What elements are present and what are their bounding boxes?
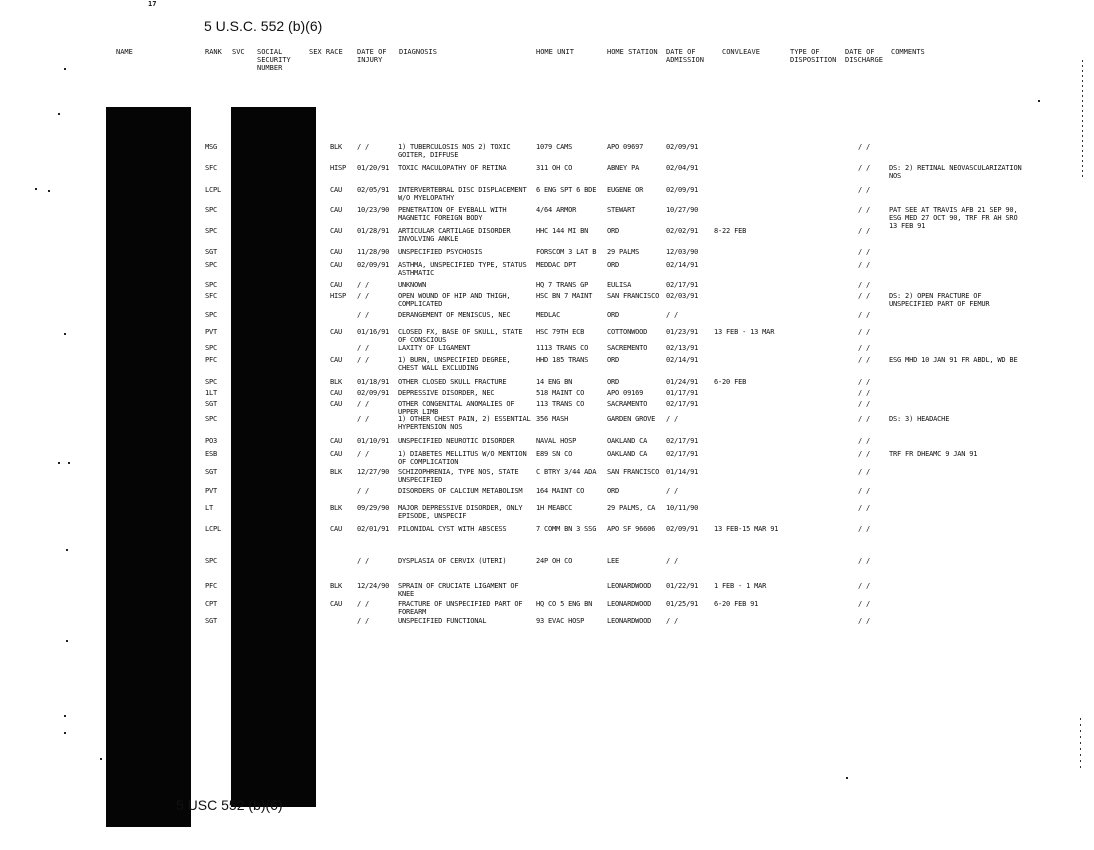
header-comments: COMMENTS — [891, 48, 925, 56]
cell-rank: SPC — [205, 206, 218, 214]
scan-speck — [66, 549, 68, 551]
cell-race: CAU — [330, 437, 343, 445]
cell-home-station: SACRAMENTO — [607, 400, 648, 408]
cell-rank: SGT — [205, 248, 218, 256]
cell-home-unit: 14 ENG BN — [536, 378, 573, 386]
cell-home-station: LEONARDWOOD — [607, 600, 652, 608]
cell-home-station: LEONARDWOOD — [607, 582, 652, 590]
cell-date-of-injury: / / — [357, 600, 370, 608]
cell-home-station: 29 PALMS — [607, 248, 640, 256]
cell-date-of-admission: 02/02/91 — [666, 227, 699, 235]
cell-convleave: 6-20 FEB 91 — [714, 600, 759, 608]
cell-date-of-admission: / / — [666, 311, 679, 319]
cell-date-of-injury: / / — [357, 344, 370, 352]
cell-rank: PFC — [205, 356, 218, 364]
cell-date-of-discharge: / / — [858, 617, 871, 625]
cell-home-unit: 113 TRANS CO — [536, 400, 585, 408]
cell-date-of-injury: / / — [357, 281, 370, 289]
cell-home-unit: 164 MAINT CO — [536, 487, 585, 495]
redacted-ssn-column — [231, 107, 316, 807]
cell-comments: ESG MHD 10 JAN 91 FR ABDL, WD BE — [889, 356, 1018, 364]
cell-date-of-injury: 10/23/90 — [357, 206, 390, 214]
cell-date-of-injury: / / — [357, 415, 370, 423]
cell-date-of-injury: / / — [357, 617, 370, 625]
cell-date-of-admission: 02/09/91 — [666, 143, 699, 151]
header-type-of-disposition: TYPE OF DISPOSITION — [790, 48, 837, 64]
header-rank: RANK — [205, 48, 222, 56]
cell-home-unit: 24P OH CO — [536, 557, 573, 565]
cell-date-of-admission: / / — [666, 487, 679, 495]
cell-date-of-admission: 02/13/91 — [666, 344, 699, 352]
cell-date-of-admission: 02/17/91 — [666, 437, 699, 445]
scan-speck — [64, 732, 66, 734]
scan-speck — [1038, 100, 1040, 102]
cell-rank: LT — [205, 504, 214, 512]
cell-home-unit: MEDDAC DPT — [536, 261, 577, 269]
cell-date-of-injury: / / — [357, 400, 370, 408]
cell-race: BLK — [330, 582, 343, 590]
scan-speck — [58, 113, 60, 115]
cell-race: CAU — [330, 450, 343, 458]
cell-diagnosis: ARTICULAR CARTILAGE DISORDER INVOLVING ANKLE — [398, 227, 511, 243]
cell-rank: SGT — [205, 400, 218, 408]
header-convleave: CONVLEAVE — [722, 48, 760, 56]
cell-date-of-discharge: / / — [858, 143, 871, 151]
cell-diagnosis: UNSPECIFIED FUNCTIONAL — [398, 617, 487, 625]
header-ssn: SOCIAL SECURITY NUMBER — [257, 48, 291, 72]
cell-date-of-injury: 09/29/90 — [357, 504, 390, 512]
cell-diagnosis: 1) TUBERCULOSIS NOS 2) TOXIC GOITER, DIFFUSE — [398, 143, 511, 159]
cell-date-of-admission: 01/14/91 — [666, 468, 699, 476]
cell-race: CAU — [330, 281, 343, 289]
cell-diagnosis: MAJOR DEPRESSIVE DISORDER, ONLY EPISODE, UNSPECIF — [398, 504, 523, 520]
cell-date-of-discharge: / / — [858, 450, 871, 458]
cell-convleave: 8-22 FEB — [714, 227, 747, 235]
cell-home-station: APO 09169 — [607, 389, 644, 397]
cell-comments: TRF FR DHEAMC 9 JAN 91 — [889, 450, 978, 458]
header-date-of-admission: DATE OF ADMISSION — [666, 48, 704, 64]
cell-diagnosis: TOXIC MACULOPATHY OF RETINA — [398, 164, 507, 172]
cell-date-of-injury: / / — [357, 356, 370, 364]
cell-home-station: SACREMENTO — [607, 344, 648, 352]
cell-race: CAU — [330, 525, 343, 533]
cell-date-of-discharge: / / — [858, 344, 871, 352]
cell-date-of-discharge: / / — [858, 437, 871, 445]
cell-home-station: ORD — [607, 261, 620, 269]
cell-home-station: EUGENE OR — [607, 186, 644, 194]
cell-home-unit: HQ 7 TRANS GP — [536, 281, 589, 289]
cell-date-of-discharge: / / — [858, 582, 871, 590]
cell-diagnosis: LAXITY OF LIGAMENT — [398, 344, 471, 352]
cell-home-station: SAN FRANCISCO — [607, 292, 660, 300]
cell-date-of-discharge: / / — [858, 487, 871, 495]
redaction-citation-footer: 5 USC 552 (b)(6) — [176, 797, 283, 813]
cell-home-station: SAN FRANCISCO — [607, 468, 660, 476]
cell-home-station: ORD — [607, 487, 620, 495]
cell-rank: ESB — [205, 450, 218, 458]
cell-rank: SPC — [205, 311, 218, 319]
cell-date-of-admission: 01/24/91 — [666, 378, 699, 386]
cell-diagnosis: SPRAIN OF CRUCIATE LIGAMENT OF KNEE — [398, 582, 519, 598]
cell-comments: DS: 2) RETINAL NEOVASCULARIZATION NOS — [889, 164, 1022, 180]
cell-date-of-discharge: / / — [858, 328, 871, 336]
cell-home-unit: E89 SN CO — [536, 450, 573, 458]
cell-rank: LCPL — [205, 186, 222, 194]
cell-diagnosis: DERANGEMENT OF MENISCUS, NEC — [398, 311, 511, 319]
cell-race: HISP — [330, 292, 347, 300]
cell-race: CAU — [330, 328, 343, 336]
cell-diagnosis: CLOSED FX, BASE OF SKULL, STATE OF CONSCIOUS — [398, 328, 523, 344]
cell-date-of-discharge: / / — [858, 311, 871, 319]
cell-home-station: OAKLAND CA — [607, 450, 648, 458]
margin-tick-marks — [1080, 718, 1081, 768]
cell-date-of-injury: / / — [357, 143, 370, 151]
cell-diagnosis: PILONIDAL CYST WITH ABSCESS — [398, 525, 507, 533]
cell-home-unit: 7 COMM BN 3 SSG — [536, 525, 597, 533]
cell-diagnosis: UNSPECIFIED PSYCHOSIS — [398, 248, 483, 256]
cell-date-of-admission: 10/11/90 — [666, 504, 699, 512]
cell-date-of-discharge: / / — [858, 206, 871, 214]
cell-date-of-injury: 02/05/91 — [357, 186, 390, 194]
cell-date-of-admission: 02/09/91 — [666, 525, 699, 533]
cell-date-of-discharge: / / — [858, 557, 871, 565]
cell-race: BLK — [330, 143, 343, 151]
cell-date-of-injury: 01/10/91 — [357, 437, 390, 445]
cell-home-station: LEE — [607, 557, 620, 565]
cell-date-of-admission: 12/03/90 — [666, 248, 699, 256]
cell-date-of-discharge: / / — [858, 227, 871, 235]
cell-home-unit: 1H MEABCC — [536, 504, 573, 512]
cell-home-station: 29 PALMS, CA — [607, 504, 656, 512]
cell-convleave: 1 FEB - 1 MAR — [714, 582, 767, 590]
header-home-station: HOME STATION — [607, 48, 658, 56]
cell-date-of-injury: 01/28/91 — [357, 227, 390, 235]
cell-convleave: 13 FEB-15 MAR 91 — [714, 525, 779, 533]
cell-diagnosis: FRACTURE OF UNSPECIFIED PART OF FOREARM — [398, 600, 523, 616]
cell-race: BLK — [330, 504, 343, 512]
cell-home-station: EULISA — [607, 281, 632, 289]
cell-race: CAU — [330, 261, 343, 269]
cell-race: CAU — [330, 227, 343, 235]
cell-race: HISP — [330, 164, 347, 172]
cell-date-of-injury: / / — [357, 311, 370, 319]
cell-date-of-injury: 02/01/91 — [357, 525, 390, 533]
cell-date-of-discharge: / / — [858, 186, 871, 194]
cell-date-of-admission: 02/17/91 — [666, 281, 699, 289]
cell-diagnosis: OTHER CONGENITAL ANOMALIES OF UPPER LIMB — [398, 400, 515, 416]
cell-date-of-admission: 02/14/91 — [666, 261, 699, 269]
cell-diagnosis: SCHIZOPHRENIA, TYPE NOS, STATE UNSPECIFIED — [398, 468, 519, 484]
cell-home-station: ORD — [607, 356, 620, 364]
cell-race: BLK — [330, 468, 343, 476]
cell-date-of-discharge: / / — [858, 389, 871, 397]
cell-date-of-injury: 11/28/90 — [357, 248, 390, 256]
header-date-of-discharge: DATE OF DISCHARGE — [845, 48, 883, 64]
cell-date-of-injury: / / — [357, 450, 370, 458]
cell-race: CAU — [330, 186, 343, 194]
cell-race: CAU — [330, 400, 343, 408]
cell-date-of-admission: 02/14/91 — [666, 356, 699, 364]
cell-comments: PAT SEE AT TRAVIS AFB 21 SEP 90, ESG MED 27 OCT 90, TRF FR AH SRO 13 FEB 91 — [889, 206, 1018, 230]
scan-speck — [64, 715, 66, 717]
scan-speck — [846, 777, 848, 779]
scan-speck — [35, 188, 37, 190]
cell-race: CAU — [330, 600, 343, 608]
header-sex-race: SEX RACE — [309, 48, 343, 56]
cell-rank: SPC — [205, 557, 218, 565]
cell-race: CAU — [330, 206, 343, 214]
cell-home-unit: MEDLAC — [536, 311, 561, 319]
cell-date-of-injury: / / — [357, 557, 370, 565]
cell-rank: SGT — [205, 468, 218, 476]
cell-date-of-discharge: / / — [858, 248, 871, 256]
cell-date-of-discharge: / / — [858, 164, 871, 172]
cell-date-of-admission: 02/17/91 — [666, 450, 699, 458]
cell-rank: 1LT — [205, 389, 218, 397]
cell-home-station: OAKLAND CA — [607, 437, 648, 445]
cell-date-of-admission: 01/25/91 — [666, 600, 699, 608]
cell-diagnosis: 1) DIABETES MELLITUS W/O MENTION OF COMPLICATION — [398, 450, 527, 466]
cell-date-of-injury: 02/09/91 — [357, 261, 390, 269]
cell-home-unit: HHC 144 MI BN — [536, 227, 589, 235]
scan-speck — [64, 333, 66, 335]
cell-diagnosis: ASTHMA, UNSPECIFIED TYPE, STATUS ASTHMATIC — [398, 261, 527, 277]
cell-date-of-discharge: / / — [858, 415, 871, 423]
cell-date-of-discharge: / / — [858, 261, 871, 269]
cell-home-station: APO 09697 — [607, 143, 644, 151]
cell-home-unit: 93 EVAC HOSP — [536, 617, 585, 625]
cell-date-of-admission: 01/23/91 — [666, 328, 699, 336]
cell-date-of-admission: 01/17/91 — [666, 389, 699, 397]
cell-date-of-discharge: / / — [858, 525, 871, 533]
cell-convleave: 13 FEB - 13 MAR — [714, 328, 775, 336]
cell-diagnosis: UNKNOWN — [398, 281, 427, 289]
cell-date-of-injury: 01/16/91 — [357, 328, 390, 336]
cell-date-of-admission: / / — [666, 557, 679, 565]
cell-comments: DS: 3) HEADACHE — [889, 415, 950, 423]
redaction-citation-header: 5 U.S.C. 552 (b)(6) — [204, 18, 323, 34]
cell-home-unit: 518 MAINT CO — [536, 389, 585, 397]
cell-race: CAU — [330, 356, 343, 364]
cell-date-of-admission: 02/04/91 — [666, 164, 699, 172]
cell-home-unit: 1079 CAMS — [536, 143, 573, 151]
cell-home-station: ORD — [607, 311, 620, 319]
cell-home-unit: HHD 185 TRANS — [536, 356, 589, 364]
cell-home-station: ORD — [607, 378, 620, 386]
redacted-name-column — [106, 107, 191, 827]
cell-rank: SPC — [205, 261, 218, 269]
cell-date-of-discharge: / / — [858, 281, 871, 289]
cell-home-unit: 6 ENG SPT 6 BDE — [536, 186, 597, 194]
cell-rank: PFC — [205, 582, 218, 590]
cell-home-unit: 1113 TRANS CO — [536, 344, 589, 352]
cell-rank: CPT — [205, 600, 218, 608]
scan-speck — [68, 462, 70, 464]
cell-home-unit: HSC 79TH ECB — [536, 328, 585, 336]
cell-date-of-injury: 01/20/91 — [357, 164, 390, 172]
cell-diagnosis: INTERVERTEBRAL DISC DISPLACEMENT W/O MYELOPATHY — [398, 186, 527, 202]
cell-date-of-injury: / / — [357, 292, 370, 300]
cell-date-of-discharge: / / — [858, 356, 871, 364]
cell-home-station: STEWART — [607, 206, 636, 214]
cell-diagnosis: DISORDERS OF CALCIUM METABOLISM — [398, 487, 523, 495]
cell-rank: SFC — [205, 292, 218, 300]
cell-rank: SPC — [205, 281, 218, 289]
header-home-unit: HOME UNIT — [536, 48, 574, 56]
scan-speck — [100, 758, 102, 760]
cell-date-of-admission: / / — [666, 617, 679, 625]
cell-rank: SFC — [205, 164, 218, 172]
cell-home-station: GARDEN GROVE — [607, 415, 656, 423]
cell-date-of-admission: / / — [666, 415, 679, 423]
page-number: 17 — [148, 0, 157, 8]
cell-date-of-admission: 10/27/90 — [666, 206, 699, 214]
cell-diagnosis: 1) BURN, UNSPECIFIED DEGREE, CHEST WALL EXCLUDING — [398, 356, 511, 372]
cell-date-of-admission: 02/09/91 — [666, 186, 699, 194]
cell-rank: LCPL — [205, 525, 222, 533]
cell-race: CAU — [330, 389, 343, 397]
cell-home-unit: 4/64 ARMOR — [536, 206, 577, 214]
scan-speck — [64, 68, 66, 70]
cell-home-unit: 311 OH CO — [536, 164, 573, 172]
cell-home-unit: NAVAL HOSP — [536, 437, 577, 445]
cell-date-of-injury: 01/18/91 — [357, 378, 390, 386]
cell-rank: SPC — [205, 227, 218, 235]
cell-home-unit: HSC BN 7 MAINT — [536, 292, 593, 300]
header-date-of-injury: DATE OF INJURY — [357, 48, 387, 64]
cell-rank: SPC — [205, 344, 218, 352]
cell-date-of-admission: 01/22/91 — [666, 582, 699, 590]
header-name: NAME — [116, 48, 133, 56]
cell-rank: SPC — [205, 415, 218, 423]
cell-home-station: ORD — [607, 227, 620, 235]
cell-rank: PVT — [205, 328, 218, 336]
cell-race: BLK — [330, 378, 343, 386]
cell-home-station: ABNEY PA — [607, 164, 640, 172]
cell-rank: SPC — [205, 378, 218, 386]
cell-date-of-injury: 02/09/91 — [357, 389, 390, 397]
cell-rank: PO3 — [205, 437, 218, 445]
cell-date-of-discharge: / / — [858, 378, 871, 386]
cell-rank: SGT — [205, 617, 218, 625]
cell-home-station: LEONARDWOOD — [607, 617, 652, 625]
cell-diagnosis: OPEN WOUND OF HIP AND THIGH, COMPLICATED — [398, 292, 511, 308]
cell-home-station: APO SF 96606 — [607, 525, 656, 533]
scan-speck — [48, 190, 50, 192]
cell-date-of-discharge: / / — [858, 600, 871, 608]
cell-date-of-injury: / / — [357, 487, 370, 495]
header-diagnosis: DIAGNOSIS — [399, 48, 437, 56]
cell-date-of-admission: 02/17/91 — [666, 400, 699, 408]
cell-home-unit: C BTRY 3/44 ADA — [536, 468, 597, 476]
margin-tick-marks — [1082, 60, 1083, 178]
cell-diagnosis: 1) OTHER CHEST PAIN, 2) ESSENTIAL HYPERTENSION NOS — [398, 415, 531, 431]
cell-date-of-discharge: / / — [858, 468, 871, 476]
cell-date-of-discharge: / / — [858, 400, 871, 408]
cell-diagnosis: DEPRESSIVE DISORDER, NEC — [398, 389, 495, 397]
cell-rank: PVT — [205, 487, 218, 495]
cell-home-unit: HQ CO 5 ENG BN — [536, 600, 593, 608]
cell-date-of-discharge: / / — [858, 504, 871, 512]
scan-speck — [66, 640, 68, 642]
cell-date-of-discharge: / / — [858, 292, 871, 300]
header-svc: SVC — [232, 48, 245, 56]
cell-date-of-injury: 12/24/90 — [357, 582, 390, 590]
cell-home-unit: FORSCOM 3 LAT B — [536, 248, 597, 256]
cell-date-of-injury: 12/27/90 — [357, 468, 390, 476]
cell-race: CAU — [330, 248, 343, 256]
cell-home-unit: 356 MASH — [536, 415, 569, 423]
cell-date-of-admission: 02/03/91 — [666, 292, 699, 300]
cell-diagnosis: PENETRATION OF EYEBALL WITH MAGNETIC FOREIGN BODY — [398, 206, 507, 222]
cell-rank: MSG — [205, 143, 218, 151]
cell-diagnosis: UNSPECIFIED NEUROTIC DISORDER — [398, 437, 515, 445]
cell-comments: DS: 2) OPEN FRACTURE OF UNSPECIFIED PART OF FEMUR — [889, 292, 990, 308]
cell-diagnosis: DYSPLASIA OF CERVIX (UTERI) — [398, 557, 507, 565]
scan-speck — [58, 462, 60, 464]
cell-home-station: COTTONWOOD — [607, 328, 648, 336]
cell-convleave: 6-20 FEB — [714, 378, 747, 386]
cell-diagnosis: OTHER CLOSED SKULL FRACTURE — [398, 378, 507, 386]
